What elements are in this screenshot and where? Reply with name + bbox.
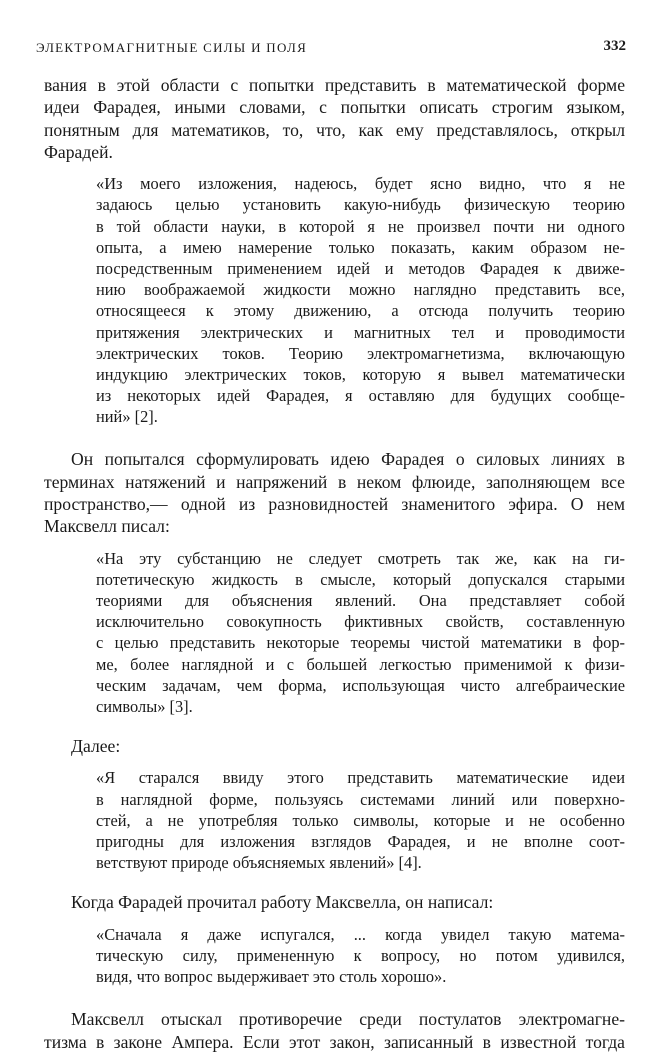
quote-line: «Из моего изложения, надеюсь, будет ясно видно, что я не: [96, 174, 625, 194]
quote-line: в той области науки, в которой я не произвел почти ни одного: [96, 216, 625, 236]
quote-line: электрических токов. Теорию электромагнетизма, включающую: [96, 343, 625, 363]
quote-line: из некоторых идей Фарадея, я оставляю для будущих сообще-: [96, 386, 625, 406]
quote-line: в наглядной форме, пользуясь системами линий или поверхно-: [96, 789, 625, 809]
text-line: Он попытался сформулировать идею Фарадея о силовых линиях в: [71, 449, 625, 470]
quote-1: [96, 173, 625, 427]
text-line: Далее:: [71, 736, 121, 757]
quote-line: притяжения электрических и магнитных тел и проводимости: [96, 322, 625, 342]
quote-line: пригодны для изложения взглядов Фарадея, и не вполне соот-: [96, 831, 625, 851]
paragraph-1: [44, 74, 625, 163]
quote-line: с целью представить некоторые теоремы чистой математики в фор-: [96, 633, 625, 653]
text-line: пространство,— одной из разновидностей знаменитого эфира. О нем: [44, 494, 625, 515]
page-body: [44, 74, 625, 1053]
quote-line: индукцию электрических токов, которую я вывел математически: [96, 364, 625, 384]
quote-line: задаюсь целью установить какую-нибудь физическую теорию: [96, 195, 625, 215]
quote-3: [96, 767, 625, 873]
quote-line: посредственным применением идей и методов Фарадея к движе-: [96, 258, 625, 278]
text-line: Максвелл отыскал противоречие среди постулатов электромагне-: [71, 1009, 625, 1030]
quote-line: опыта, а имею намерение только показать, каким образом не-: [96, 237, 625, 257]
quote-line: тическую силу, примененную к вопросу, но потом удивился,: [96, 945, 625, 965]
quote-line: «На эту субстанцию не следует смотреть так же, как на ги-: [96, 548, 625, 568]
quote-line: теориями для объяснения явлений. Она представляет собой: [96, 591, 625, 610]
text-line: понятным для математиков, то, что, как ему представлялось, открыл: [44, 119, 625, 140]
quote-line: ме, более наглядной и с большей легкостью применимой к физи-: [96, 654, 625, 674]
text-line: терминах натяжений и напряжений в неком флюиде, заполняющем все: [44, 471, 625, 492]
quote-line: потетическую жидкость в смысле, который допускался старыми: [96, 569, 625, 589]
paragraph-4: [44, 891, 625, 913]
quote-line: относящееся к этому движению, а отсюда получить теорию: [96, 301, 625, 321]
quote-line: ветствуют природе объясняемых явлений» [4].: [96, 853, 422, 873]
page-number: 332: [603, 38, 626, 54]
quote-line: стей, а не употребляя только символы, которые и не особенно: [96, 810, 625, 830]
quote-2: [96, 548, 625, 718]
text-line: Фарадей.: [44, 141, 113, 162]
text-line: идеи Фарадея, иными словами, с попытки описать строгим языком,: [44, 97, 625, 118]
text-line: тизма в законе Ампера. Если этот закон, записанный в известной тогда: [44, 1031, 625, 1052]
text-line: Максвелл писал:: [44, 516, 170, 537]
quote-line: ческим задачам, чем форма, использующая чисто алгебраические: [96, 675, 625, 695]
quote-line: нию воображаемой жидкости можно наглядно представить все,: [96, 280, 625, 300]
quote-line: ний» [2].: [96, 407, 158, 427]
quote-line: исключительно совокупность фиктивных свойств, составленную: [96, 612, 625, 632]
quote-4: [96, 924, 625, 988]
quote-line: видя, что вопрос выдерживает это столь хорошо».: [96, 967, 447, 987]
text-line: вания в этой области с попытки представить в математической форме: [44, 75, 625, 95]
page-header: [36, 40, 626, 62]
paragraph-2: [44, 448, 625, 537]
running-title: ЭЛЕКТРОМАГНИТНЫЕ СИЛЫ И ПОЛЯ: [36, 40, 308, 55]
quote-line: «Я старался ввиду этого представить математические идеи: [96, 768, 625, 788]
paragraph-3: [44, 735, 625, 757]
quote-line: символы» [3].: [96, 696, 193, 716]
paragraph-5: [44, 1008, 625, 1053]
quote-line: «Сначала я даже испугался, ... когда увидел такую матема-: [96, 924, 625, 944]
text-line: Когда Фарадей прочитал работу Максвелла, он написал:: [71, 892, 494, 913]
